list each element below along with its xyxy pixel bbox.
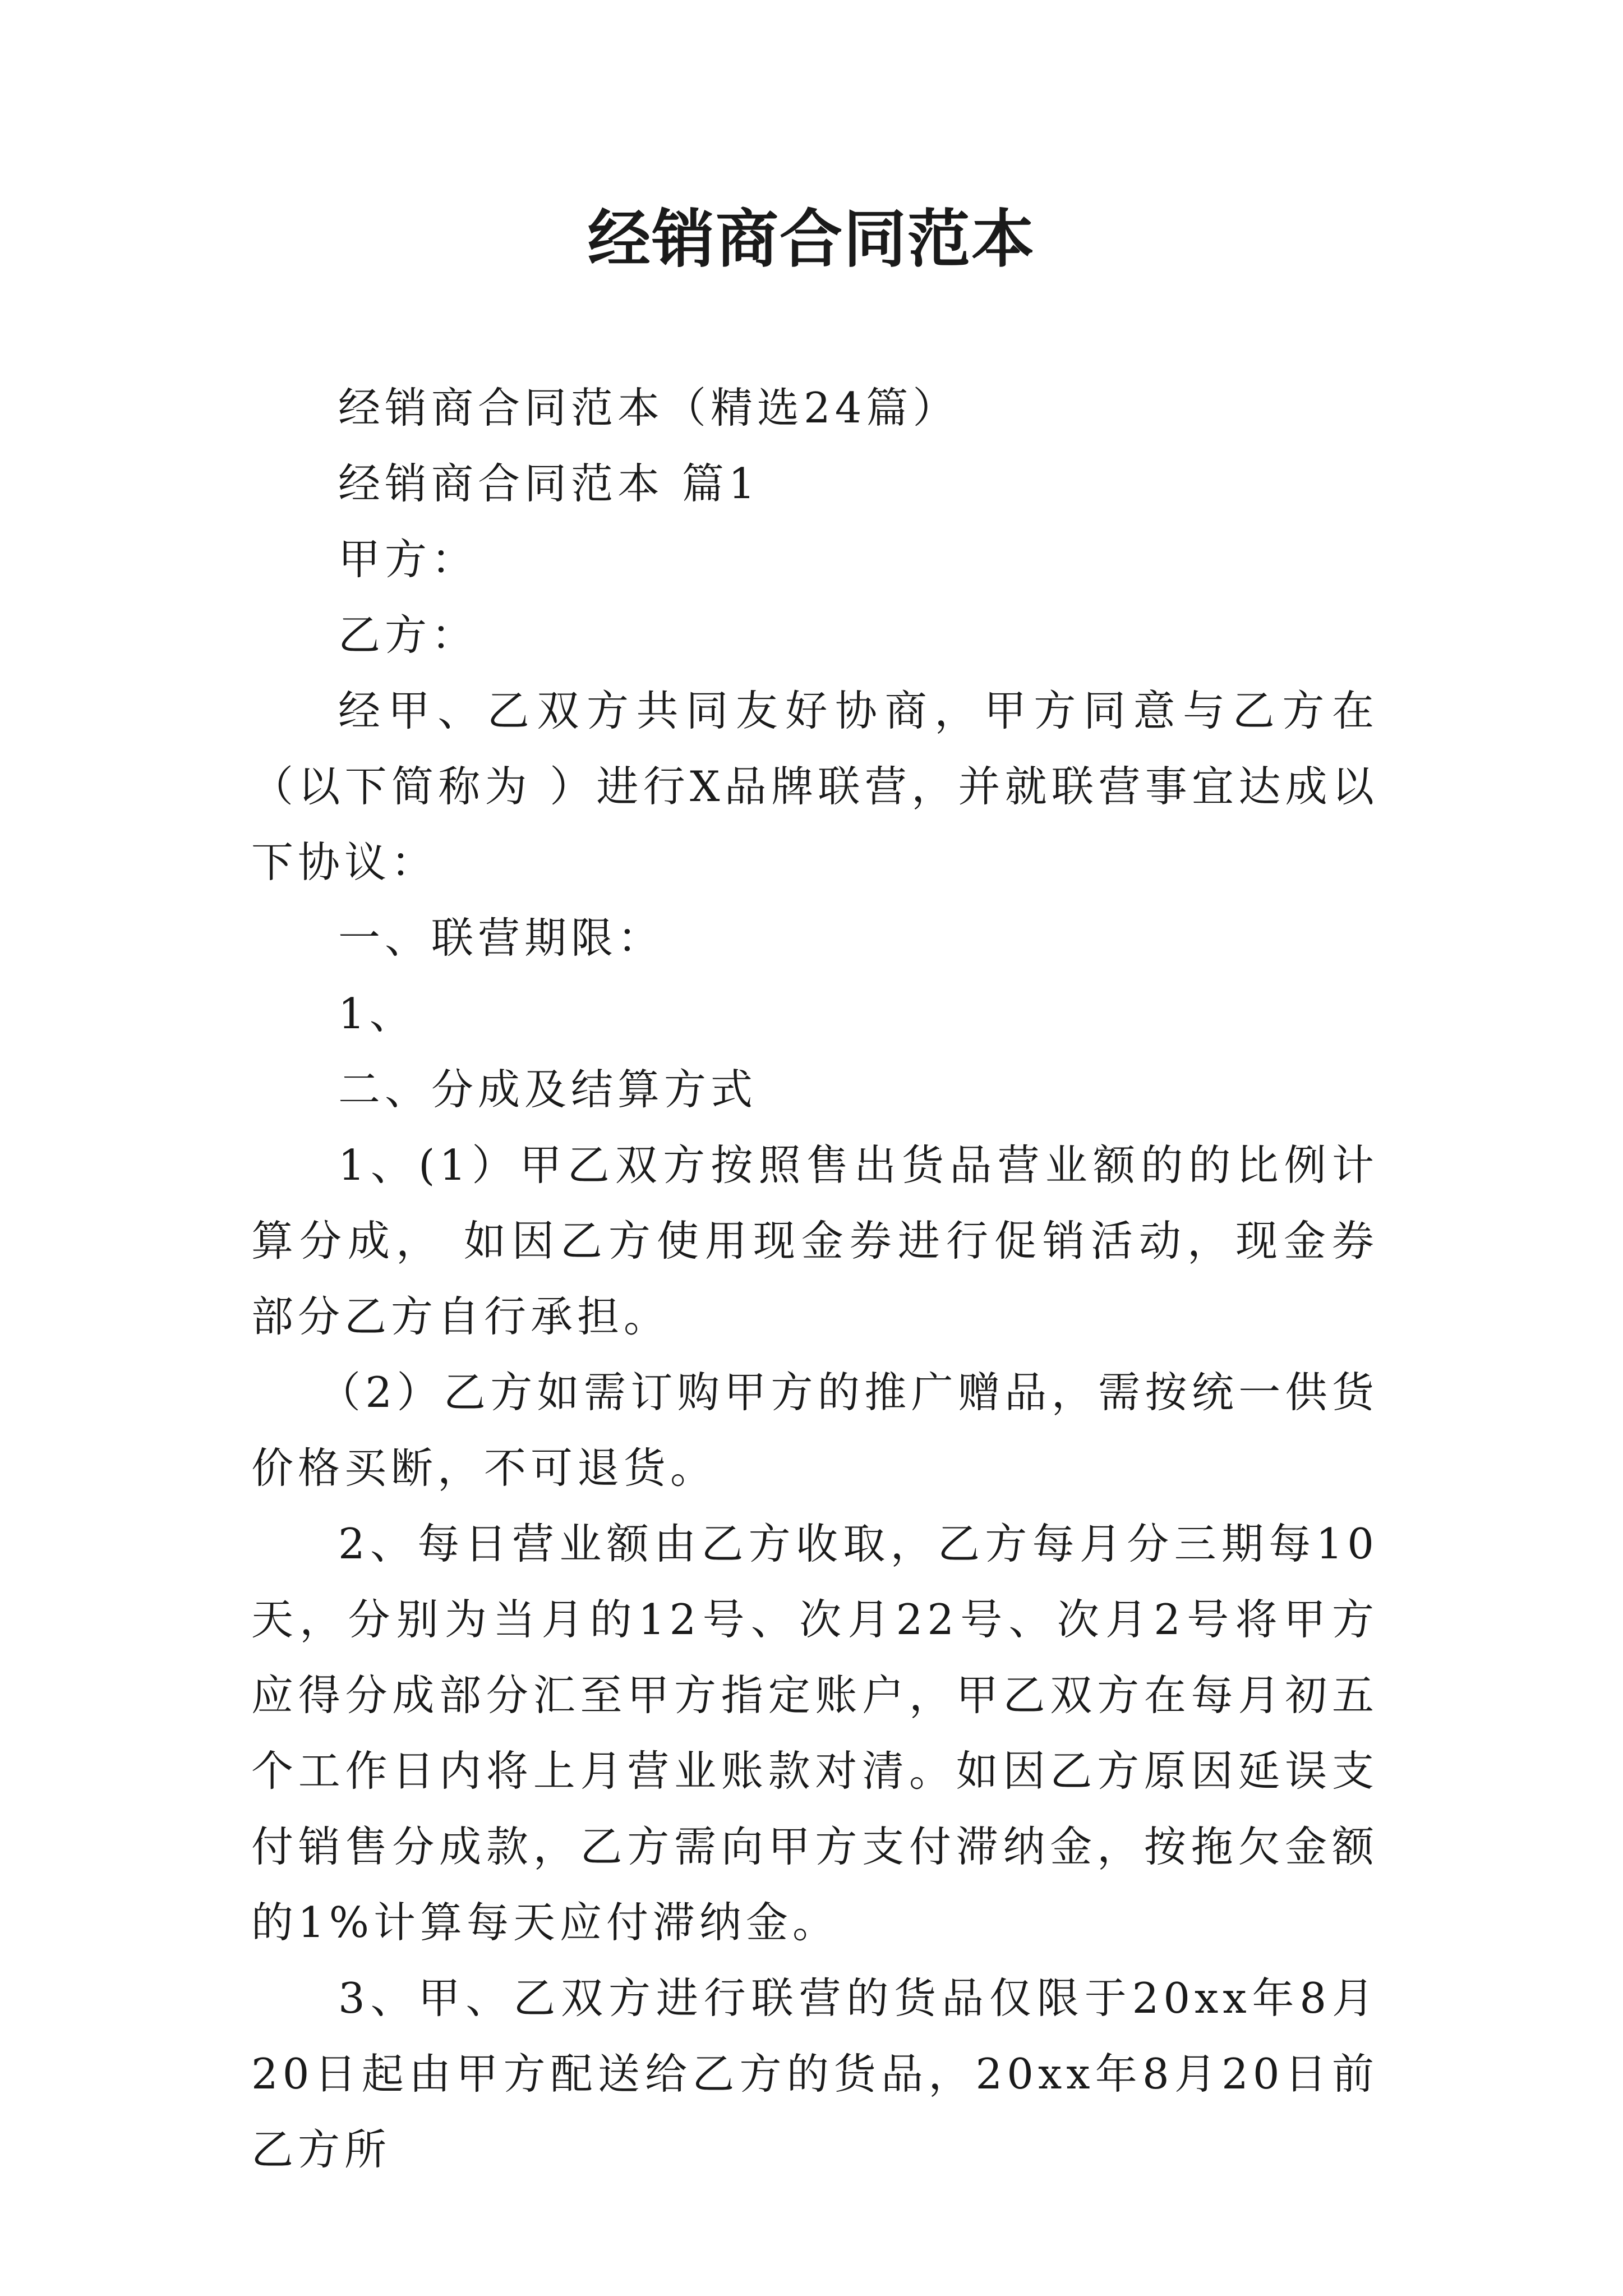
clause-item: 1、(1）甲乙双方按照售出货品营业额的的比例计算分成， 如因乙方使用现金券进行促销活动，现金券部分乙方自行承担。 <box>251 1140 1378 1341</box>
clause-heading-term: 一、联营期限： <box>338 913 665 963</box>
clause-heading-settlement: 二、分成及结算方式 <box>338 1065 758 1114</box>
party-a-line: 甲方： <box>338 535 478 584</box>
document-body <box>251 370 1378 2188</box>
clause-item: 2、每日营业额由乙方收取，乙方每月分三期每10天，分别为当月的12号、次月22号、次月2号将甲方应得分成部分汇至甲方指定账户，甲乙双方在每月初五个工作日内将上月营业账款对清。如因乙方原因延误支付销售分成款，乙方需向甲方支付滞纳金，按拖欠金额的1%计算每天应付滞纳金。 <box>251 1519 1378 1947</box>
clause-item: 3、甲、乙双方进行联营的货品仅限于20xx年8月20日起由甲方配送给乙方的货品，20xx年8月20日前乙方所 <box>251 1973 1378 2174</box>
party-b-line: 乙方： <box>338 610 478 660</box>
clause-item: （2）乙方如需订购甲方的推广赠品，需按统一供货价格买断，不可退货。 <box>251 1368 1378 1493</box>
document-title: 经销商合同范本 <box>588 203 1035 276</box>
clause-item: 1、 <box>338 989 416 1038</box>
section-heading-paragraph: 经销商合同范本 篇1 <box>338 459 760 508</box>
subtitle-paragraph: 经销商合同范本（精选24篇） <box>338 383 960 432</box>
preamble-paragraph: 经甲、乙双方共同友好协商，甲方同意与乙方在（以下简称为 ）进行X品牌联营，并就联营事宜达成以下协议： <box>251 686 1378 887</box>
